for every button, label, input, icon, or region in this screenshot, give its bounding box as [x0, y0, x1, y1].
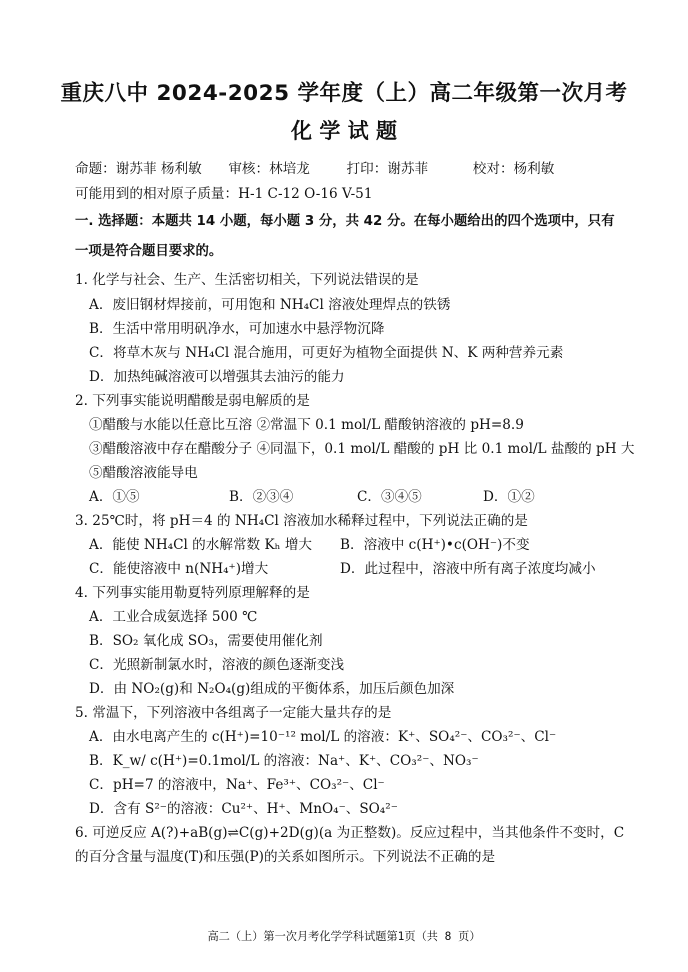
q2-statements-2: ③醋酸溶液中存在醋酸分子 ④同温下，0.1 mol/L 醋酸的 pH 比 0.1 mol/L 盐酸的 pH 大: [89, 441, 635, 457]
q3-option-a: A．能使 NH₄Cl 的水解常数 Kₕ 增大: [89, 537, 313, 553]
q5-stem: 5. 常温下，下列溶液中各组离子一定能大量共存的是: [75, 705, 392, 721]
q3-options-row1: [89, 533, 530, 553]
q1-option-b: B．生活中常用明矾净水，可加速水中悬浮物沉降: [89, 321, 385, 337]
q2-stem: 2. 下列事实能说明醋酸是弱电解质的是: [75, 393, 310, 409]
q4-option-d: D．由 NO₂(g)和 N₂O₄(g)组成的平衡体系，加压后颜色加深: [89, 681, 455, 697]
exam-title: 重庆八中 2024-2025 学年度（上）高二年级第一次月考: [60, 81, 628, 106]
q3-option-d: D．此过程中，溶液中所有离子浓度均减小: [340, 561, 596, 577]
q1-stem: 1. 化学与社会、生产、生活密切相关，下列说法错误的是: [75, 272, 419, 288]
q2-option-a: A．①⑤: [89, 489, 140, 505]
q3-stem: 3. 25℃时，将 pH＝4 的 NH₄Cl 溶液加水稀释过程中，下列说法正确的是: [75, 513, 528, 529]
q1-option-d: D．加热纯碱溶液可以增强其去油污的能力: [89, 369, 345, 385]
q2-options: [89, 485, 535, 505]
q3-option-b: B．溶液中 c(H⁺)•c(OH⁻)不变: [340, 537, 530, 553]
credits-line: [75, 157, 554, 177]
q4-option-a: A．工业合成氨选择 500 ℃: [89, 609, 258, 625]
q2-statements-1: ①醋酸与水能以任意比互溶 ②常温下 0.1 mol/L 醋酸钠溶液的 pH=8.9: [89, 417, 524, 433]
q2-option-b: B．②③④: [229, 489, 294, 505]
q6-stem-line2: 的百分含量与温度(T)和压强(P)的关系如图所示。下列说法不正确的是: [75, 849, 496, 865]
q3-option-c: C．能使溶液中 n(NH₄⁺)增大: [89, 561, 269, 577]
q2-statements-3: ⑤醋酸溶液能导电: [89, 465, 198, 481]
credit-print: 打印：谢苏菲: [346, 161, 429, 177]
q5-option-d: D．含有 S²⁻的溶液：Cu²⁺、H⁺、MnO₄⁻、SO₄²⁻: [89, 801, 398, 817]
q5-option-b: B．K_w/ c(H⁺)=0.1mol/L 的溶液：Na⁺、K⁺、CO₃²⁻、NO₃⁻: [89, 753, 479, 769]
q1-option-c: C．将草木灰与 NH₄Cl 混合施用，可更好为植物全面提供 N、K 两种营养元素: [89, 345, 564, 361]
q2-option-d: D．①②: [483, 489, 535, 505]
q3-options-row2: [89, 557, 596, 577]
page-footer: 高二（上）第一次月考化学学科试题第1页（共 8 页）: [207, 930, 481, 943]
q4-option-b: B．SO₂ 氧化成 SO₃，需要使用催化剂: [89, 633, 323, 649]
exam-subtitle: 化 学 试 题: [291, 119, 397, 143]
q4-stem: 4. 下列事实能用勒夏特列原理解释的是: [75, 585, 310, 601]
q4-option-c: C．光照新制氯水时，溶液的颜色逐渐变浅: [89, 657, 345, 673]
q5-option-c: C．pH=7 的溶液中，Na⁺、Fe³⁺、CO₃²⁻、Cl⁻: [89, 777, 385, 793]
credit-author: 命题：谢苏菲 杨利敏: [75, 161, 202, 177]
section-heading-line1: 一. 选择题：本题共 14 小题，每小题 3 分，共 42 分。在每小题给出的四个选项中，只有: [75, 214, 615, 229]
credit-proof: 校对：杨利敏: [472, 161, 555, 177]
q2-option-c: C．③④⑤: [357, 489, 422, 505]
credit-review: 审核：林培龙: [228, 161, 310, 177]
section-heading-line2: 一项是符合题目要求的。: [75, 244, 223, 259]
q5-option-a: A．由水电离产生的 c(H⁺)=10⁻¹² mol/L 的溶液：K⁺、SO₄²⁻、CO₃²⁻、Cl⁻: [89, 729, 557, 745]
q1-option-a: A．废旧钢材焊接前，可用饱和 NH₄Cl 溶液处理焊点的铁锈: [89, 297, 451, 313]
atomic-masses: 可能用到的相对原子质量：H-1 C-12 O-16 V-51: [75, 186, 373, 202]
q6-stem-line1: 6. 可逆反应 A(?)+aB(g)⇌C(g)+2D(g)(a 为正整数)。反应过程中，当其他条件不变时，C: [75, 825, 625, 841]
